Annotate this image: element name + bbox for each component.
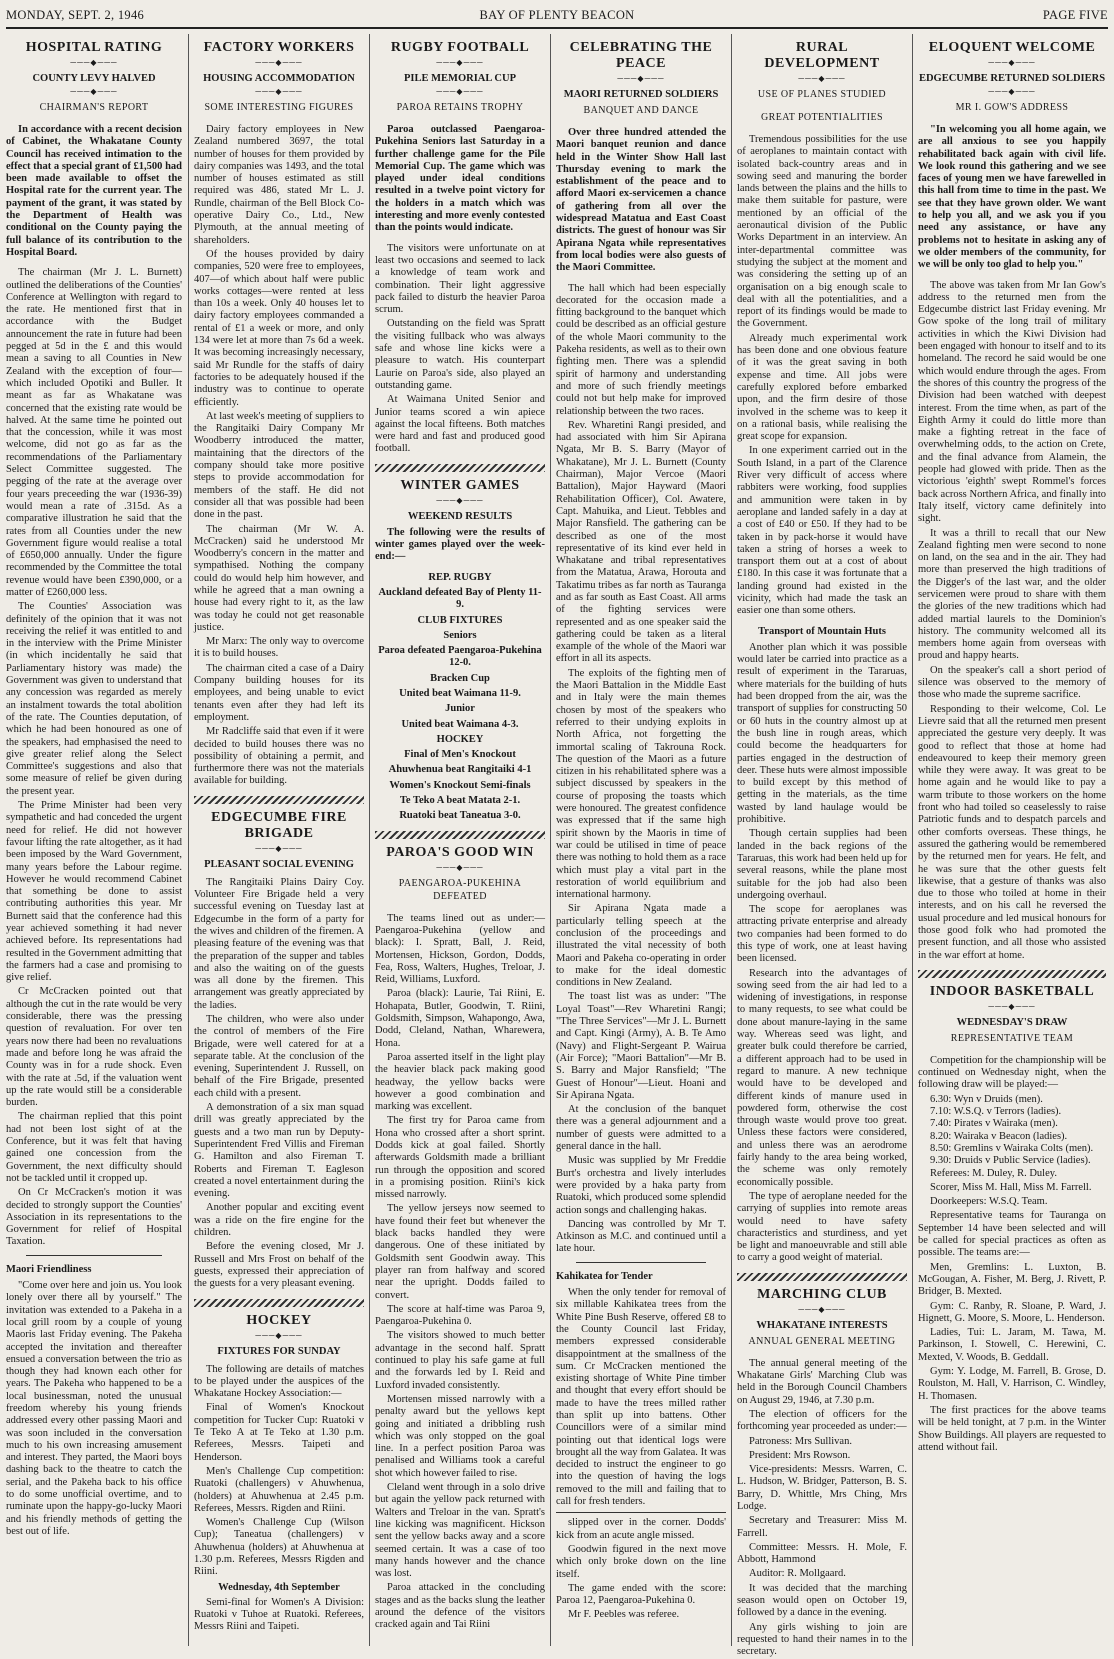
subheadline: WHAKATANE INTERESTS: [756, 1319, 888, 1331]
newspaper-page: [6, 0, 1108, 1658]
result-line: CLUB FIXTURES: [417, 614, 503, 626]
subheadline: CHAIRMAN'S REPORT: [39, 102, 149, 113]
paragraph: The chairman (Mr J. L. Burnett) outlined the deliberations of the Counties' Conference at Wellington with regard to the rate. He mentioned first that in accordance with the Budget announcement the rate in future had been pegged at 5d in the £ and this would mean a saving to all Counties in New Zealand with the exception of four—which included Opotiki and Buller. It meant as far as Whakatane was concerned that the existing rate would be halved. At the same time he pointed out that the concession, while it was most welcome, did not go as far as the recommendations of the Parliamentary Select Committee suggested. The pegging of the rate at the average over four years preceeding the war (1936-39) would mean a rate of .315d. As a comparative illustration he said that the rates from all Counties under the new Government figure would realise a total of £650,000 annually. Under the figure recommended by the Committee the total revenue would have been £390,000, or a matter of £260,000 less.: [6, 267, 182, 598]
article-body: [918, 1168, 1106, 1455]
article-body: [194, 1364, 364, 1579]
paragraph: Gym: Y. Lodge, M. Farrell, B. Grose, D. Roulston, M. Hall, V. Harrison, C. Windley, H. Thomasen.: [918, 1366, 1106, 1402]
subheadline: BANQUET AND DANCE: [583, 105, 699, 116]
paragraph: Tremendous possibilities for the use of aeroplanes to maintain contact with isolated back-country areas and in sowing seed and manuring the border lands between the plains and the hills to make them suitable for pasture, were mentioned by an official of the aeronautical division of the Public Works Department in an interview. An inter-departmental committee was studying the subject at the moment and was considering the setting up of an organisation on a big enough scale to deal with all the potentialities, and a report of its findings would be made to the Government.: [737, 134, 907, 330]
paragraph: Music was supplied by Mr Freddie Burt's orchestra and lively interludes were provided by a haka party from Ruatoki, which produced some splendid action songs and challenging hakas.: [556, 1155, 726, 1216]
section-divider: [918, 970, 1106, 978]
column-rule: [731, 34, 732, 1646]
result-line: Junior: [445, 703, 475, 715]
list-item: 9.30: Druids v Public Service (ladies).: [930, 1155, 1091, 1167]
paragraph: The first try for Paroa came from Hona who crossed after a short sprint. Dodds kick at goal failed. Shortly afterwards Goldsmith made a brilliant run through the opposition and scored in a promising position. Riini's kick missed narrowly.: [375, 1115, 545, 1201]
divider-ornament: ───◆───: [988, 87, 1036, 96]
divider-ornament: ───◆───: [798, 1304, 846, 1314]
paragraph: Representative teams for Tauranga on September 14 have been selected and will be called for special practices as often as possible. The teams are:—: [918, 1210, 1106, 1259]
paragraph: The type of aeroplane needed for the carrying of supplies into remote areas would need to have safety characteristics and sturdiness, and yet be light and manoeuvrable and still able to carry a good weight of material.: [737, 1190, 907, 1264]
paragraph: The exploits of the fighting men of the Maori Battalion in the Middle East and in Italy were the main themes chosen by most of the speakers who referred to their undying exploits in North Africa, not forgetting the immortal scaling of Takrouna Rock. The question of the Maori as a future citizen in his rehabilitated sphere was a subject discussed by speakers in the course of proposing the toasts which were honoured. The greatest confidence was expressed that if the same high spirit shown by the Maoris in time of war could be utilised in time of peace there was nothing to hold them as a race which must play a vital part in the restoration of world equilibrium and international harmony.: [556, 667, 726, 901]
paragraph: On Cr McCracken's motion it was decided to strongly support the Counties' Association in its representations to the Government for relief of Hospital Taxation.: [6, 1187, 182, 1248]
result-line: Ruatoki beat Taneatua 3-0.: [399, 810, 521, 822]
paragraph: Responding to their welcome, Col. Le Lievre said that all the returned men present appreciated the gesture very deeply. It was good to reflect that those at home had endeavoured to keep their memory green while they were away. It was great to be home again and he would like to pay a warm tribute to those workers on the home front who had toiled so ceaselessly to raise Patriotic funds and to despatch parcels and other comforts overseas. These things, he assured the gathering would be remembered by the returned men for years. He felt, and he was sure that the other guests felt likewise, that a gesture of thanks was also due to those who toiled at home in their interests, and on his call he reversed the usual procedure and led musical honours for those good folk who had promoted the present function, and all those who assisted in the war effort at home.: [918, 703, 1106, 961]
divider-ornament: ───◆───: [436, 58, 484, 67]
section-divider: [737, 1273, 907, 1281]
subheadline: PAENGAROA-PUKEHINA DEFEATED: [398, 877, 522, 902]
section-divider: [194, 796, 364, 804]
paragraph: Auditor: R. Mollgaard.: [749, 1568, 846, 1580]
paragraph: Any girls wishing to join are requested to hand their names in to the secretary.: [737, 1621, 907, 1658]
side-heading: Transport of Mountain Huts: [758, 625, 886, 637]
subheadline: COUNTY LEVY HALVED: [32, 73, 156, 84]
paragraph: The children, who were also under the control of members of the Fire Brigade, were well catered for at a separate table. At the conclusion of the evening, Superintendent J. Russell, on behalf of the Fire Brigade, presented each child with a present.: [194, 1014, 364, 1099]
paragraph: Another plan which it was possible would later be carried into practice as a result of experiment in the Tararuas, where materials for the building of huts had been dropped from the air, was the transport of supplies for constructing 50 or 60 huts in the country almost up at the bush line in rough areas, which could become the headquarters for parties engaged in the destruction of deer. These huts were almost impossible to build except by this method of getting in the materials, as the time wasted by land haulage would be prohibitive.: [737, 641, 907, 826]
column-hospital-rating: [6, 36, 182, 1646]
paragraph: Committee: Messrs. H. Mole, F. Abbott, Hammond: [737, 1541, 907, 1566]
paragraph: The game ended with the score: Paroa 12, Paengaroa-Pukehina 0.: [556, 1582, 726, 1607]
headline: PAROA'S GOOD WIN: [386, 844, 534, 860]
paragraph: In one experiment carried out in the South Island, in a part of the Clarence River very difficult of access where rabbiters were working, food supplies and ammunition were taken in by aeroplane and landed safely in a day at a cost of £40 or £50. If they had to be taken in by pack-horse it would have taken a string of horses a week to transport them out at a cost of about £180. In this case it was fortunate that a landing ground had existed in the vicinity, which had made the task an easier one than some others.: [737, 445, 907, 617]
column-rugby-football: [375, 36, 545, 1646]
paragraph: Already much experimental work has been done and one obvious feature of it was the great saving in both expense and time. All jobs were carefully explored before embarked upon, and the firm desire of those involved in the scheme was to keep it on a rational basis, while realising the great scope for expansion.: [737, 332, 907, 443]
subheadline: MAORI RETURNED SOLDIERS: [563, 89, 719, 100]
column-rule: [369, 34, 370, 1646]
article-body: [375, 243, 545, 456]
subheadline: EDGECUMBE RETURNED SOLDIERS: [918, 73, 1106, 84]
paragraph: Of the houses provided by dairy companies, 520 were free to employees, 407—of which about half were public works cottages—were rented at less than 10s a week. Only 40 houses let to dairy factory employees commanded a rental of £1 a week or more, and only 134 were let at more than 7s 6d a week. It was becoming increasingly necessary, said Mr Rundle for the staffs of dairy factories to be adequately housed if the industry was to continue to operate efficiently.: [194, 248, 364, 408]
paragraph: Ladies, Tui: L. Jaram, M. Tawa, M. Parkinson, I. Stowell, C. Herewini, C. Mexted, V. Woods, B. Geddall.: [918, 1327, 1106, 1363]
result-line: Auckland defeated Bay of Plenty 11-9.: [378, 586, 542, 611]
paragraph: Referees: M. Duley, R. Duley.: [930, 1167, 1057, 1179]
divider-ornament: ───◆───: [798, 74, 846, 83]
paragraph: Secretary and Treasurer: Miss M. Farrell.: [737, 1515, 907, 1539]
article-body: [194, 877, 364, 1291]
article-body-continued: [556, 1517, 726, 1621]
paragraph: The above was taken from Mr Ian Gow's address to the returned men from the Edgecumbe district last Friday evening. Mr Gow spoke of the long trail of military activities in which the Kiwi Division had been engaged with honour to itself and to its homeland. The record he said would be one which would endure through the ages. From the shores of this country the progress of the Division had been watched with deepest interest. From the time when, as part of the Eighth Army it could do little more than make a fighting retreat in the face of overwhelming odds, to the action on Crete, and the final advance from Alamein, the people had glowed with pride. Then as the victorious 'eighth' swept Rommel's forces back across Northern Africa, and finally into Italy itself, victory came definitely into sight.: [918, 279, 1106, 525]
paragraph: The election of officers for the forthcoming year proceeded as under:—: [737, 1408, 907, 1433]
article-body: [918, 1055, 1106, 1092]
article-body: [737, 134, 907, 618]
paragraph: Competition for the championship will be continued on Wednesday night, when the following draw will be played:—: [918, 1054, 1106, 1091]
paragraph: Patroness: Mrs Sullivan.: [749, 1435, 852, 1447]
article-body: [737, 1358, 907, 1659]
headline: ELOQUENT WELCOME: [928, 40, 1096, 55]
paragraph: Another popular and exciting event was a ride on the fire engine for the children.: [194, 1202, 364, 1239]
paragraph: The annual general meeting of the Whakatane Girls' Marching Club was held in the Borough Council Chambers on August 29, 1946, at 7.30 p.m.: [737, 1357, 907, 1406]
result-line: Ahuwhenua beat Rangitaiki 4-1: [388, 764, 532, 776]
paragraph: At the conclusion of the banquet there was a general adjournment and a number of guests were admitted to a general dance in the hall.: [556, 1104, 726, 1153]
paragraph: The chairman replied that this point had not been lost sight of at the Conference, but it was felt that having gained one concession from the Government, the next difficulty should not be tackled until it cropped up.: [6, 1111, 182, 1184]
paragraph: President: Mrs Rowson.: [749, 1449, 851, 1461]
divider-ornament: ───◆───: [988, 1001, 1036, 1011]
headline: MARCHING CLUB: [757, 1286, 887, 1302]
result-line: United beat Waimana 4-3.: [401, 718, 519, 730]
column-rule: [188, 34, 189, 1646]
paragraph: It was decided that the marching season would open on October 19, followed by a dance in the evening.: [737, 1582, 907, 1619]
article-body: [194, 124, 364, 788]
paragraph: Dancing was controlled by Mr T. Atkinson as M.C. and continued until a late hour.: [556, 1218, 726, 1255]
paragraph: At last week's meeting of suppliers to the Rangitaiki Dairy Company Mr Woodberry introduced the matter, maintaining that the directors of the company should take more positive steps to provide accommodation for members of the staff. He did not consider all that was possible had been done in the past.: [194, 410, 364, 521]
subheadline: REPRESENTATIVE TEAM: [950, 1032, 1074, 1044]
masthead-rule: [6, 27, 1108, 29]
paragraph: Women's Challenge Cup (Wilson Cup); Taneatua (challengers) v Ahuwhenua (holders) at Ahuwhenua at 1.30 p.m. Referees, Messrs Rigden and Riini.: [194, 1517, 364, 1578]
article-body: [556, 283, 726, 1256]
paragraph: The Counties' Association was definitely of the opinion that it was not receiving the relief it was entitled to and in the interview with the Prime Minister (in which incidentally he said that Parliamentary history was made) the Government was given to understand that any concession was regarded as merely an instalment towards the total abolition of the rate. The Counties deputation, of which he had been honoured as one of the speakers, had emphasised the need to give greater relief along the Select Committee's suggestions and also that some measure of relief be given during the present year.: [6, 601, 182, 797]
paragraph: Paroa attacked in the concluding stages and as the backs slung the leather around the defence of the visitors cracked again and Tai Riini: [375, 1582, 545, 1631]
paragraph: Goodwin figured in the next move which only broke down on the line itself.: [556, 1543, 726, 1580]
paragraph: Cleland went through in a solo drive but again the yellow pack returned with Walters and Treloar in the van. Spratt's line kicking was magnificent. Hickson sent the yellow backs away and a score seemed certain. It was a case of too many hands however and the chance was lost.: [375, 1482, 545, 1580]
result-line: HOCKEY: [436, 733, 484, 745]
subheadline: WEDNESDAY'S DRAW: [956, 1016, 1068, 1028]
result-line: Women's Knockout Semi-finals: [389, 779, 531, 791]
article-body: [375, 913, 545, 1632]
article-body: [918, 280, 1106, 962]
column-eloquent-welcome: [918, 36, 1106, 1646]
paragraph: Mr Marx: The only way to overcome it is to build houses.: [194, 636, 364, 660]
paragraph: Sir Apirana Ngata made a particularly telling speech at the conclusion of the proceedings and illustrated the vital necessity of both Maori and Pakeha co-operating in order to make for the ideal domestic conditions in New Zealand.: [556, 903, 726, 989]
article-body: [6, 1280, 182, 1538]
headline: HOSPITAL RATING: [25, 40, 163, 55]
paragraph: Mortensen missed narrowly with a penalty award but the yellows kept going and initiated a dribbling rush which was only stopped on the goal line. In a perfect position Paroa was penalised and Williams took a careful shot which however failed to rise.: [375, 1393, 545, 1479]
paragraph: The score at half-time was Paroa 9, Paengaroa-Pukehina 0.: [375, 1303, 545, 1328]
paragraph: The visitors showed to much better advantage in the second half. Spratt continued to play his safe game at full and the forwards led by I. Reid and Luxford invaded consistently.: [375, 1330, 545, 1391]
headline: INDOOR BASKETBALL: [929, 983, 1095, 999]
headline: WINTER GAMES: [400, 477, 520, 493]
divider-ornament: ───◆───: [436, 87, 484, 96]
paragraph: The hall which had been especially decorated for the occasion made a fitting background to the banquet which could be described as an official gesture of the whole Maori community to the Pakeha residents, as well as to their own fighting men. There was a splendid spirit of harmony and understanding and more of such friendly meetings could not but help make for improved relationship between the two races.: [556, 282, 726, 417]
divider-ornament: ───◆───: [255, 87, 303, 96]
list-item: 8.20: Wairaka v Beacon (ladies).: [930, 1130, 1068, 1142]
lead-paragraph: Paroa outclassed Paengaroa-Pukehina Seniors last Saturday in a further challenge game for the Pile Memorial Cup. The game which was played under ideal conditions resulted in a twelve point victory for the holders in a match which was interesting and more evenly contested than the points would indicate.: [375, 124, 545, 234]
paragraph: The yellow jerseys now seemed to have found their feet but whenever the black backs handled they were dangerous. One of these initiated by Goldsmith sent Goodwin away. This player ran from halfway and scored near the upright. Dodds failed to convert.: [375, 1203, 545, 1301]
paragraph: Cr McCracken pointed out that although the cut in the rate would be very considerable, there was the pressing question of revaluation. For over ten years now there had been no revaluations made and before long he was afraid the County was in for a rude shock. Even with the rate at .5d, if the valuation went up the rate would still be a considerable burden.: [6, 986, 182, 1109]
paragraph: Dairy factory employees in New Zealand numbered 3697, the total number of houses for them provided by dairy companies was 1493, and the total number of houses estimated as still required was 486, stated Mr L. J. Rundle, chairman of the Bell Block Co-operative Dairy Co., Ltd., New Plymouth, at the annual meeting of shareholders.: [194, 124, 364, 246]
divider-ornament: ───◆───: [70, 58, 118, 67]
draw-list: [918, 1094, 1106, 1168]
paragraph: Men, Gremlins: L. Luxton, B. McGougan, A. Fisher, M. Berg, J. Rivett, P. Bridger, B. Mexted.: [918, 1261, 1106, 1298]
paragraph: Men's Challenge Cup competition: Ruatoki (challengers) v Ahuwhenua, (holders) at Ahuwhenua at 2.45 p.m. Referees, Messrs. Rigden and Riini.: [194, 1465, 364, 1514]
result-line: Seniors: [443, 629, 477, 641]
subheadline: PAROA RETAINS TROPHY: [396, 102, 524, 113]
paragraph: Semi-final for Women's A Division: Ruatoki v Tuhoe at Ruatoki. Referees, Messrs Riini and Taipeti.: [194, 1596, 364, 1633]
subheadline: SOME INTERESTING FIGURES: [204, 102, 354, 113]
sub-heading: Wednesday, 4th September: [218, 1581, 340, 1593]
lead-paragraph: The following were the results of winter games played over the week-end:—: [375, 526, 545, 563]
result-line: United beat Waimana 11-9.: [399, 687, 521, 699]
headline: FACTORY WORKERS: [203, 40, 355, 55]
side-heading: Maori Friendliness: [6, 1263, 92, 1275]
divider-ornament: ───◆───: [436, 862, 484, 872]
masthead-title: BAY OF PLENTY BEACON: [479, 8, 635, 22]
column-rule: [550, 34, 551, 1646]
paragraph: It was a thrill to recall that our New Zealand fighting men were second to none on land, on the sea and in the air. They had more than preserved the high traditions of the Digger's of the last war, and the older servicemen were proud to share with them the glories of the new traditions which had added martial laurels to the Dominion's history. The community welcomed all its members home again from overseas with proud and happy hearts.: [918, 527, 1106, 662]
headline: HOCKEY: [246, 1312, 312, 1328]
subheadline: ANNUAL GENERAL MEETING: [748, 1335, 896, 1347]
subheadline: PILE MEMORIAL CUP: [403, 73, 516, 84]
paragraph: The visitors were unfortunate on at least two occasions and seemed to lack a knowledge of team work and combination. Their light aggressive pack failed to disturb the heavier Paroa scrum.: [375, 242, 545, 316]
paragraph: Paroa (black): Laurie, Tai Riini, E. Hohapata, Butler, Goodwin, T. Riini, Goldsmith, Simpson, Wahapongo, Awa, Dodd, Cleland, Nathan, Wharewera, Hona.: [375, 988, 545, 1049]
column-celebrating-peace: [556, 36, 726, 1646]
article-body: [737, 642, 907, 1265]
result-line: Te Teko A beat Matata 2-1.: [399, 795, 521, 807]
result-line: Final of Men's Knockout: [404, 749, 516, 761]
divider-ornament: ───◆───: [255, 58, 303, 67]
paragraph: The chairman cited a case of a Dairy Company building houses for its employees, and being unable to evict tenants even after they had left its employment.: [194, 662, 364, 723]
result-line: Bracken Cup: [430, 672, 490, 684]
headline: RURAL DEVELOPMENT: [764, 40, 880, 71]
list-item: 7.10: W.S.Q. v Terrors (ladies).: [930, 1106, 1062, 1118]
headline: EDGECUMBE FIRE BRIGADE: [211, 809, 347, 841]
paragraph: Mr Radcliffe said that even if it were decided to build houses there was no possibility of obtaining a permit, and furthermore there was not the materials available for building.: [194, 726, 364, 787]
column-rural-development: [737, 36, 907, 1658]
result-line: Paroa defeated Paengaroa-Pukehina 12-0.: [378, 645, 542, 669]
paragraph: At Waimana United Senior and Junior teams scored a win apiece against the local fifteens. Both matches were hard and fast and produced good football.: [375, 394, 545, 455]
masthead: [6, 8, 1108, 26]
subheadline: USE OF PLANES STUDIED: [757, 89, 887, 100]
paragraph: "Come over here and join us. You look lonely over there all by yourself." The invitation was extended to a Pakeha in a local grill room by a couple of young Maoris last Friday evening. The Pakeha accepted the invitation and thereafter ensued a conversation between the trio as though they had known each other for years. The Pakeha who happened to be a local businessman, noted the unusual freedom whereby his young friends addressed every other passing Maori and was soon included in the conversation much to his own increasing amusement and interest. They parted, the Maori boys dashing back to the theatre to catch the serial, and the Pakeha back to his office to do some unofficial overtime, and to ruminate upon the happy-go-lucky Maori and his friendly methods of getting the best out of life.: [6, 1280, 182, 1537]
paragraph: The Prime Minister had been very sympathetic and had conceded the urgent need for relief. He did not however favour lifting the rate altogether, as it had been imposed by the Ward Government, many years before the Labour regime. However he would recommend Cabinet that something be done to assist contributing authorities this year. Mr Burnett said that the conference had this year achieved something it had never achieved before. Its representations had resulted in the Government admitting that the farmers had a case and promising to give relief.: [6, 800, 182, 984]
list-item: 7.40: Pirates v Wairaka (men).: [930, 1118, 1058, 1130]
section-divider: [375, 831, 545, 839]
lead-paragraph: Over three hundred attended the Maori banquet reunion and dance held in the Winter Show Hall last Thursday evening to mark the establishment of the peace and to afford Maori ex-servicemen a chance of gathering from all over the widespread Matatua and East Coast districts. The guest of honour was Sir Apirana Ngata while representatives from local bodies were also guests of the Maori Committee.: [556, 127, 726, 274]
subheadline: GREAT POTENTIALITIES: [761, 112, 883, 123]
section-divider: [375, 464, 545, 472]
divider-ornament: ───◆───: [988, 58, 1036, 67]
article-body: [6, 267, 182, 1248]
paragraph: When the only tender for removal of six millable Kahikatea trees from the White Pine Bush Reserve, offered £8 to the County Council last Friday, members expressed considerable disappointment at the smallness of the sum. Cr McCracken mentioned the existing shortage of White Pine timber and thought that every effort should be made to have the trees milled rather than split up into battens. Other Councillors were of a similar mind pointing out that identical logs were brought all the way from Galatea. It was decided to instruct the engineer to go into the question of having the logs removed to the mill and failing that to call for fresh tenders.: [556, 1287, 726, 1508]
paragraph: Paroa asserted itself in the light play the heavier black pack making good headway, the yellow backs were however a good combination and marking was excellent.: [375, 1051, 545, 1113]
paragraph: The first practices for the above teams will be held tonight, at 7 p.m. in the Winter Show Buildings. All players are requested to attend without fail.: [918, 1404, 1106, 1453]
divider-ornament: ───◆───: [617, 74, 665, 83]
divider: [576, 1262, 706, 1263]
result-line: REP. RUGBY: [428, 571, 492, 583]
paragraph: The scope for aeroplanes was attracting private enterprise and already two companies had been formed to do this type of work, one at least having been licensed.: [737, 904, 907, 965]
divider: [26, 1255, 162, 1256]
paragraph: Doorkeepers: W.S.Q. Team.: [930, 1196, 1048, 1208]
subheadline: FIXTURES FOR SUNDAY: [217, 1345, 341, 1357]
paragraph: Vice-presidents: Messrs. Warren, C. L. Hudson, W. Bridger, Patterson, B. S. Barry, D. Whittle, Mrs Ching, Mrs Lodge.: [737, 1464, 907, 1512]
headline: RUGBY FOOTBALL: [390, 40, 530, 55]
paragraph: Rev. Wharetini Rangi presided, and had associated with him Sir Apirana Ngata, Mr B. S. Barry (Mayor of Whakatane), Mr J. L. Burnett (County Chairman), Major Vercoe (Maori Battalion), Major Hayward (Maori Rehabilitation Officer), Col. Awatere, Capt. Mahuika, and Lieut. Tebbles and Major Ransfield. The gathering can be described as one of the most representative of its kind ever held in Whakatane and tribal representatives from the Matatua, Arawa, Horouta and Takatimu tribes as far north as Tauranga and as far south as East Coast. All arms of the fighting services were represented and as one speaker said the gathering could be taken as a literal example of the whole of the Maori war effort in all its aspects.: [556, 419, 726, 665]
paragraph: On the speaker's call a short period of silence was observed to the memory of those who made the supreme sacrifice.: [918, 664, 1106, 701]
paragraph: The Rangitaiki Plains Dairy Coy. Volunteer Fire Brigade held a very successful evening on Tuesday last at Edgecumbe in the form of a party for the wives and children of the firemen. A pleasing feature of the evening was that the preparation of the supper and tables and also the waiting on of the guests was all done by the firemen. This arrangement was greatly appreciated by the ladies.: [194, 876, 364, 1011]
list-item: 6.30: Wyn v Druids (men).: [930, 1093, 1043, 1105]
paragraph: The teams lined out as under:— Paengaroa-Pukehina (yellow and black): I. Spratt, Ball, J. Reid, Mortensen, Hickson, Gordon, Dodds, Fea, Ross, Walters, Hughes, Treloar, J. Reid, Williams, Luxford.: [375, 912, 545, 986]
paragraph: Scorer, Miss M. Hall, Miss M. Farrell.: [930, 1181, 1092, 1193]
paragraph: Mr F. Peebles was referee.: [568, 1609, 680, 1621]
subheadline: HOUSING ACCOMMODATION: [203, 73, 355, 84]
column-rule: [912, 34, 913, 1646]
paragraph: Gym: C. Ranby, R. Sloane, P. Ward, J. Hignett, G. Moore, S. Moore, L. Henderson.: [918, 1300, 1106, 1324]
section-divider: [194, 1299, 364, 1307]
subheadline: MR I. GOW'S ADDRESS: [955, 102, 1069, 113]
paragraph: Research into the advantages of sowing seed from the air had led to a widening of investigations, in response to many requests, to see what could be done about manure-laying in the same way. Whereas seed was light, and greater bulk could therefore be carried, a different approach had to be used in regard to manure. A new technique would have to be developed and different kinds of manure used in powdered form, otherwise the cost through waste would prove too great. Unless these factors were considered, and unless there was an aerodrome fairly handy to the area being worked, the scheme was only remotely economically possible.: [737, 967, 907, 1188]
paragraph: The toast list was as under: "The Loyal Toast"—Rev Wharetini Rangi; "The Three Services"—Mr J. L. Burnett and Capt. Kingi (Army), A. B. Te Amo (Navy) and Flight-Sergeant P. Wairua (Air Force); "Maori Battalion"—Mr B. S. Barry and Major Ransfield; "The Guest of Honour"—Lieut. Hoani and Sir Apirana Ngata.: [556, 991, 726, 1101]
subheadline: WEEKEND RESULTS: [407, 510, 513, 522]
paragraph: slipped over in the corner. Dodds' kick from an acute angle missed.: [556, 1517, 726, 1541]
column-factory-workers: [194, 36, 364, 1646]
divider-ornament: ───◆───: [255, 843, 303, 853]
paragraph: Outstanding on the field was Spratt the visiting fullback who was always safe and whose line kicks were a pleasure to watch. His counterpart Laurie on Paroa's side, also played an outstanding game.: [375, 318, 545, 391]
masthead-page: PAGE FIVE: [1042, 8, 1108, 22]
paragraph: Though certain supplies had been landed in the back regions of the Tararuas, this work had been held up for several reasons, while the plane most suitable for the job had also been undergoing overhaul.: [737, 828, 907, 901]
article-body: [556, 1287, 726, 1508]
paragraph: A demonstration of a six man squad drill was greatly appreciated by the guests and a two man run by Deputy-Superintendent Fred Villis and Fireman G. Hamilton and also Fireman T. Roberts and Fireman T. Eagleson created a novel entertainment during the evening.: [194, 1102, 364, 1200]
list-item: 8.50: Gremlins v Wairaka Colts (men).: [930, 1142, 1094, 1154]
lead-paragraph: "In welcoming you all home again, we are all anxious to see you happily rehabilitated back again with civil life. We look round this gathering and we see faces of young men we have farewelled in this hall from time to time in the past. We see that they have grown older. We want to help you all, and we ask you if you need any assistance, or have any problems not to hesitate in asking any of we older members of the community, for we will be only too glad to help you.": [918, 124, 1106, 271]
headline: CELEBRATING THE PEACE: [569, 40, 713, 71]
paragraph: Before the evening closed, Mr J. Russell and Mrs Frost on behalf of the guests, expressed their appreciation of the guests for a very pleasant evening.: [194, 1241, 364, 1290]
divider: [556, 1512, 726, 1513]
divider-ornament: ───◆───: [255, 1330, 303, 1340]
masthead-date: MONDAY, SEPT. 2, 1946: [6, 8, 145, 22]
paragraph: The following are details of matches to be played under the auspices of the Whakatane Hockey Association:—: [194, 1363, 364, 1400]
paragraph: The chairman (Mr W. A. McCracken) said he understood Mr Woodberry's concern in the matter and sympathised. Nothing the company could do would help him however, and while he agreed that a man owning a house had every right to it, as the law was today he could not get reasonable justice.: [194, 523, 364, 633]
article-body: [194, 1597, 364, 1634]
lead-paragraph: In accordance with a recent decision of Cabinet, the Whakatane County Council has received intimation to the effect that a special grant of £1,500 had been made available to offset the Hospital rate for the current year. The payment of the grant, it was stated by the Department of Health was conditional on the County paying the full balance of its contribution to the Hospital Board.: [6, 124, 182, 258]
paragraph: Final of Women's Knockout competition for Tucker Cup: Ruatoki v Te Teko A at Te Teko at 1.30 p.m. Referees, Messrs. Taipeti and Henderson.: [194, 1402, 364, 1463]
subheadline: PLEASANT SOCIAL EVENING: [204, 858, 354, 870]
side-heading: Kahikatea for Tender: [556, 1270, 653, 1282]
divider-ornament: ───◆───: [70, 87, 118, 96]
divider-ornament: ───◆───: [436, 495, 484, 505]
